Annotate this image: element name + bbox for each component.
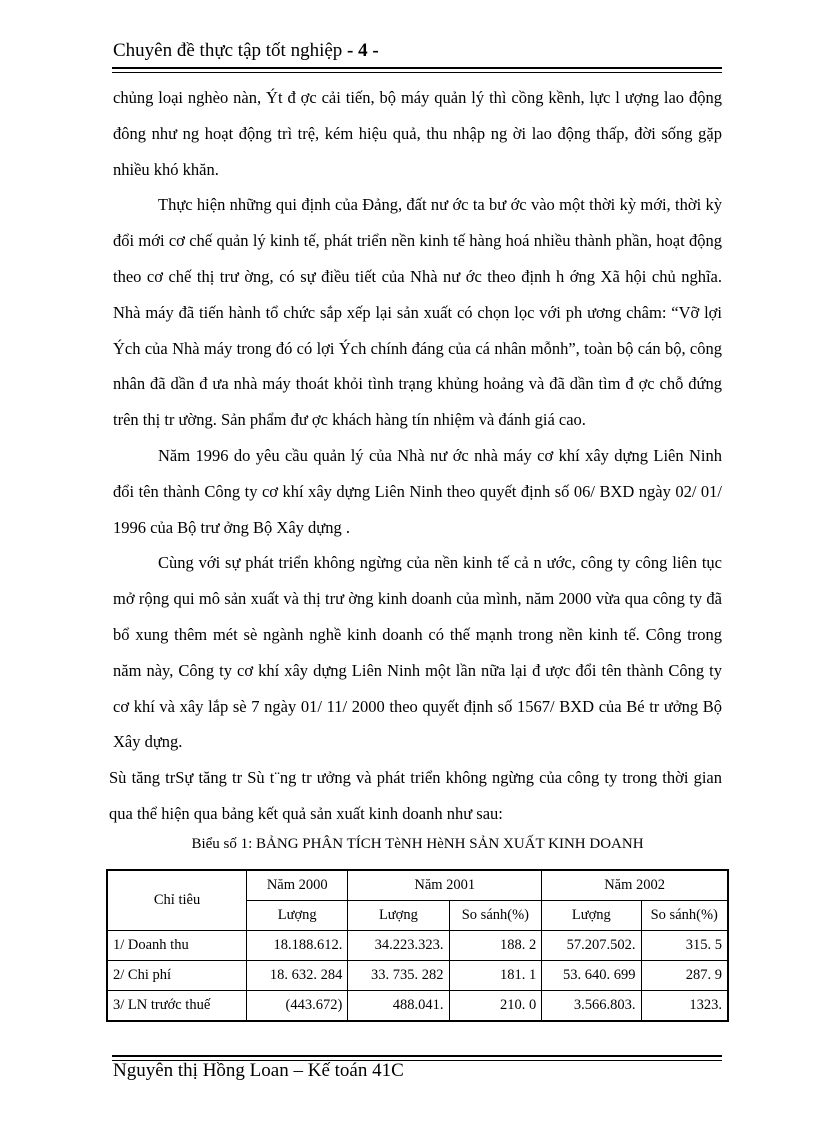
table-cell: 287. 9 [641,961,728,991]
header-rule [112,67,722,73]
table-row [107,991,728,1022]
row-label: 3/ LN trước thuế [107,991,247,1022]
table-row [107,961,728,991]
table-cell: 188. 2 [449,931,542,961]
paragraph-2: Thực hiện những qui định của Đảng, đất nư ớc ta bư ớc vào một thời kỳ mới, thời kỳ đổi mới cơ chế quản lý kinh tế, phát triển nền kinh tế hàng hoá nhiều thành phần, hoạt động theo cơ chế thị trư ờng, có sự điều tiết của Nhà nư ớc theo định h ớng Xã hội chủ nghĩa. Nhà máy đã tiến hành tổ chức sắp xếp lại sản xuất có chọn lọc với ph ương châm: “Vỡ lợi Ých của Nhà máy trong đó có lợi Ých chính đáng của cá nhân mỗnh”, toàn bộ cán bộ, công nhân đã dần đ ưa nhà máy thoát khỏi tình trạng khủng hoảng và đã dần tìm đ ợc chỗ đứng trên thị tr ường. Sản phẩm đư ợc khách hàng tín nhiệm và đánh giá cao. [113,195,722,430]
subheader-cell: Lượng [247,901,348,931]
table-cell: 34.223.323. [348,931,449,961]
table-cell: 315. 5 [641,931,728,961]
table-cell: 18.188.612. [247,931,348,961]
table-cell: 488.041. [348,991,449,1022]
header-year-2002: Năm 2002 [542,870,728,901]
table-caption: Biểu số 1: BẢNG PHÂN TÍCH TèNH HèNH SẢN XUẤT KINH DOANH [191,836,644,852]
table-cell: 18. 632. 284 [247,961,348,991]
page-number: - 4 - [342,40,379,61]
row-label: 2/ Chi phí [107,961,247,991]
page-header [113,40,723,62]
paragraph-1: chủng loại nghèo nàn, Ýt đ ợc cải tiến, bộ máy quản lý thì cồng kềnh, lực l ượng lao động đông như ng hoạt động trì trệ, kém hiệu quả, thu nhập ng ời lao động thấp, đời sống gặp nhiều khó khăn. [113,88,722,179]
header-year-2001: Năm 2001 [348,870,542,901]
table-cell: 53. 640. 699 [542,961,641,991]
table-cell: 57.207.502. [542,931,641,961]
subheader-cell: Lượng [542,901,641,931]
document-body [109,80,722,832]
table-header-row [107,870,728,901]
subheader-cell: So sánh(%) [449,901,542,931]
header-title: Chuyên đề thực tập tốt nghiệp [113,40,343,61]
row-label: 1/ Doanh thu [107,931,247,961]
header-indicator: Chỉ tiêu [107,870,247,931]
page-footer: Nguyên thị Hồng Loan – Kế toán 41C [113,1060,404,1081]
table-cell: 181. 1 [449,961,542,991]
paragraph-3: Năm 1996 do yêu cầu quản lý của Nhà nư ớc nhà máy cơ khí xây dựng Liên Ninh đổi tên thành Công ty cơ khí xây dựng Liên Ninh theo quyết định số 06/ BXD ngày 02/ 01/ 1996 của Bộ trư ởng Bộ Xây dựng . [113,445,722,537]
results-table [106,869,729,1022]
subheader-cell: So sánh(%) [641,901,728,931]
table-cell: (443.672) [247,991,348,1022]
subheader-cell: Lượng [348,901,449,931]
table-cell: 1323. [641,991,728,1022]
paragraph-4: Cùng với sự phát triển không ngừng của nền kinh tế cả n ước, công ty công liên tục mở rộng qui mô sản xuất và thị trư ờng kinh doanh của mình, năm 2000 vừa qua công ty đã bổ xung thêm mét sè ngành nghề kinh doanh có thế mạnh trong nền kinh tế. Công trong năm này, Công ty cơ khí xây dựng Liên Ninh một lần nữa lại đ ược đổi tên thành Công ty cơ khí và xây lắp sè 7 ngày 01/ 11/ 2000 theo quyết định số 1567/ BXD của Bé tr ưởng Bộ Xây dựng. [113,553,722,752]
header-year-2000: Năm 2000 [247,870,348,901]
table-cell: 3.566.803. [542,991,641,1022]
paragraph-5: Sù tăng trSự tăng tr Sù t¨ng tr ưởng và phát triển không ngừng của công ty trong thời gian qua thể hiện qua bảng kết quả sản xuất kinh doanh như sau: [109,768,722,823]
table-row [107,931,728,961]
table-cell: 33. 735. 282 [348,961,449,991]
table-cell: 210. 0 [449,991,542,1022]
